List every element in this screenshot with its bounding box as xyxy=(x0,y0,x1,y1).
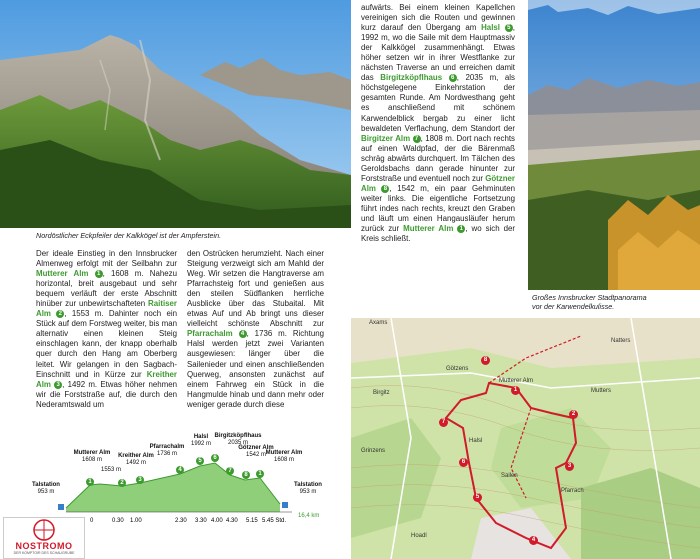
profile-time: 3.30 xyxy=(195,518,207,524)
profile-time: 4.00 xyxy=(211,518,223,524)
profile-time: 5.45 Std. xyxy=(262,518,287,524)
waypoint-marker: 4 xyxy=(239,330,247,338)
text-segment: , 1542 m, ein paar Gehminuten weiter links. Die eigentliche Fortsetzung führt indes nach rechts, kreuzt den Graben und läuft um einen Hangausläufer herum zurück zur xyxy=(361,183,515,234)
waypoint-marker: 8 xyxy=(381,185,389,193)
profile-time: 4.30 xyxy=(226,518,238,524)
waypoint-marker: 7 xyxy=(413,135,421,143)
right-photo-caption-2: vor der Karwendelkulisse. xyxy=(532,302,615,311)
profile-waypoint-3: 3 xyxy=(136,476,144,484)
map-waypoint-2[interactable]: 2 xyxy=(569,410,578,419)
profile-time: 0.30 xyxy=(112,518,124,524)
map-place-label: Birgitz xyxy=(373,390,390,396)
profile-waypoint-6: 6 xyxy=(211,454,219,462)
place-name: Mutterer Alm xyxy=(403,224,454,234)
place-name: Kreither Alm xyxy=(36,369,177,389)
profile-label-talstation-end: Talstation 953 m xyxy=(294,482,322,495)
elevation-profile xyxy=(30,430,330,530)
profile-waypoint-5: 5 xyxy=(196,457,204,465)
profile-label-halsl: Halsl 1992 m xyxy=(190,434,211,447)
profile-time: 2.30 xyxy=(175,518,187,524)
left-photo-caption: Nordöstlicher Eckpfeiler der Kalkkögel ist der Ampferstein. xyxy=(36,231,222,240)
profile-waypoint-8: 8 xyxy=(242,471,250,479)
profile-label-raitiser-alm: 1553 m xyxy=(100,467,121,473)
map-place-label: Natters xyxy=(611,338,631,344)
topographic-map[interactable] xyxy=(351,318,700,559)
map-place-label: Halsl xyxy=(469,438,483,444)
map-waypoint-4[interactable]: 4 xyxy=(529,536,538,545)
profile-time: 5.15 xyxy=(246,518,258,524)
profile-waypoint-4: 4 xyxy=(176,466,184,474)
map-waypoint-1[interactable]: 1 xyxy=(511,386,520,395)
text-segment: , 1992 m, wo die Saile mit dem Hauptmassiv der Kalkkögel zusammenhängt. Etwas höher setzen wir in ihrer Westflanke zur nächsten Traverse an und erreichen damit das xyxy=(361,23,515,83)
mountain-photo xyxy=(0,0,351,228)
map-place-label: Hoadl xyxy=(411,533,427,539)
map-waypoint-6[interactable]: 6 xyxy=(459,458,468,467)
waypoint-marker: 6 xyxy=(449,74,457,82)
map-place-label: Grinzens xyxy=(361,448,386,454)
text-column-2 xyxy=(187,249,324,410)
logo-name: NOSTROMO xyxy=(15,541,73,551)
profile-label-pfarrachalm: Pfarrachalm 1736 m xyxy=(149,444,185,457)
text-segment: , 1608 m. Nahezu horizontal, breit ausgebaut und sehr bequem verläuft der erste Abschnitt hinüber zur unbewirtschafteten xyxy=(36,269,177,309)
text-segment: Der ideale Einstieg in den Innsbrucker Almenweg erfolgt mit der Seilbahn zur xyxy=(36,249,177,269)
place-name: Mutterer Alm xyxy=(36,269,89,279)
place-name: Halsl xyxy=(481,23,500,33)
text-segment: , 1492 m. Etwas höher nehmen wir die Forststraße auf, die durch den Nederamtswald um xyxy=(36,379,177,409)
logo-subtitle: DER KOMPTOIR DES SCHAUGRUBE xyxy=(13,551,75,555)
profile-waypoint-9: 1 xyxy=(256,470,264,478)
text-segment: , 1553 m. Dahinter noch ein Stück auf dem Forstweg weiter, bis man alternativ einen kleinen Steig einschlagen kann, der knapp oberhalb quer durch den Hang am Oberberg leitet. Wir gelangen in den Sagbach-Einschnitt und in Kürze zur xyxy=(36,309,177,379)
profile-label-kreither-alm: Kreither Alm 1492 m xyxy=(118,453,154,466)
city-panorama-photo xyxy=(528,0,700,290)
place-name: Pfarrachalm xyxy=(187,329,233,339)
map-place-label: Pfarrach xyxy=(561,488,584,494)
waypoint-marker: 1 xyxy=(457,225,465,233)
map-place-label: Axams xyxy=(369,320,388,326)
text-segment: , 1808 m. Dort nach rechts auf einen Waldpfad, der die Bärenmaß schräg abwärts durchquert. Im Tälchen des Geroldsbachs dann gerade hinunter zur Forststraße und eventuell noch zur xyxy=(361,133,515,183)
map-place-label: Götzens xyxy=(446,366,469,372)
text-segment: aufwärts. Bei einem kleinen Kapellchen vereinigen sich die Routen und gewinnen kurz darauf den Übergang am xyxy=(361,3,515,33)
profile-waypoint-2: 2 xyxy=(118,479,126,487)
map-waypoint-3[interactable]: 3 xyxy=(565,462,574,471)
map-waypoint-7[interactable]: 7 xyxy=(439,418,448,427)
profile-label-goetzner-alm: Götzner Alm 1542 m xyxy=(238,445,274,458)
place-name: Götzner Alm xyxy=(361,173,515,193)
text-segment: , 1736 m. Richtung Halsl werden jetzt zwei Varianten ausgewiesen: länger über die Sailenieder und einen anschließenden Querweg, ansonsten zunächst auf einem Fahrweg ein Stück in die Hangmulde hinab und dann mehr oder weniger gerade durch diese xyxy=(187,329,324,409)
text-segment: , 2035 m, als höchstgelegene Einkehrstation der gesamten Runde. Am Nordwesthang geht es anschließend mit schönem Karwendelblick bergab zu einer licht bewaldeten Verflachung, dem Standort der xyxy=(361,73,515,133)
profile-time: 1.00 xyxy=(130,518,142,524)
profile-waypoint-7: 7 xyxy=(226,467,234,475)
waypoint-marker: 1 xyxy=(95,270,103,278)
map-place-label: Sailen xyxy=(501,473,518,479)
profile-distance: 16,4 km xyxy=(298,513,320,519)
nostromo-logo xyxy=(3,517,85,559)
profile-waypoint-1: 1 xyxy=(86,478,94,486)
waypoint-marker: 5 xyxy=(505,24,513,32)
profile-label-birgitzkoepflhaus: Birgitzköpflhaus 2035 m xyxy=(214,433,262,446)
profile-label-talstation-start: Talstation 953 m xyxy=(32,482,60,495)
text-column-1 xyxy=(36,249,177,410)
place-name: Birgitzköpflhaus xyxy=(380,73,443,83)
waypoint-marker: 3 xyxy=(54,381,62,389)
profile-label-mutterer-alm-end: Mutterer Alm 1608 m xyxy=(265,450,303,463)
place-name: Raitiser Alm xyxy=(36,299,177,319)
map-place-label: Mutterer Alm xyxy=(499,378,534,384)
text-segment: den Ostrücken herumzieht. Nach einer Steigung verzweigt sich am Mahld der Weg. Wir setzen die Hangtraverse am Pfarrachsteig fort und genießen aus den steilen Südflanken herrliche Ausblicke über das Stubaital. Mit etwas Auf und Ab bringt uns dieser vielleicht schönste Abschnitt zur xyxy=(187,249,324,329)
place-name: Birgitzer Alm xyxy=(361,133,411,143)
profile-label-mutterer-alm: Mutterer Alm 1608 m xyxy=(73,450,111,463)
profile-time: 0 xyxy=(90,518,94,524)
map-waypoint-5[interactable]: 5 xyxy=(473,493,482,502)
text-column-3 xyxy=(361,3,515,244)
waypoint-marker: 2 xyxy=(56,310,64,318)
map-place-label: Mutters xyxy=(591,388,612,394)
text-segment: , wo sich der Kreis schließt. xyxy=(361,224,515,244)
map-waypoint-8[interactable]: 8 xyxy=(481,356,490,365)
right-photo-caption-1: Großes Innsbrucker Stadtpanorama xyxy=(532,293,647,302)
